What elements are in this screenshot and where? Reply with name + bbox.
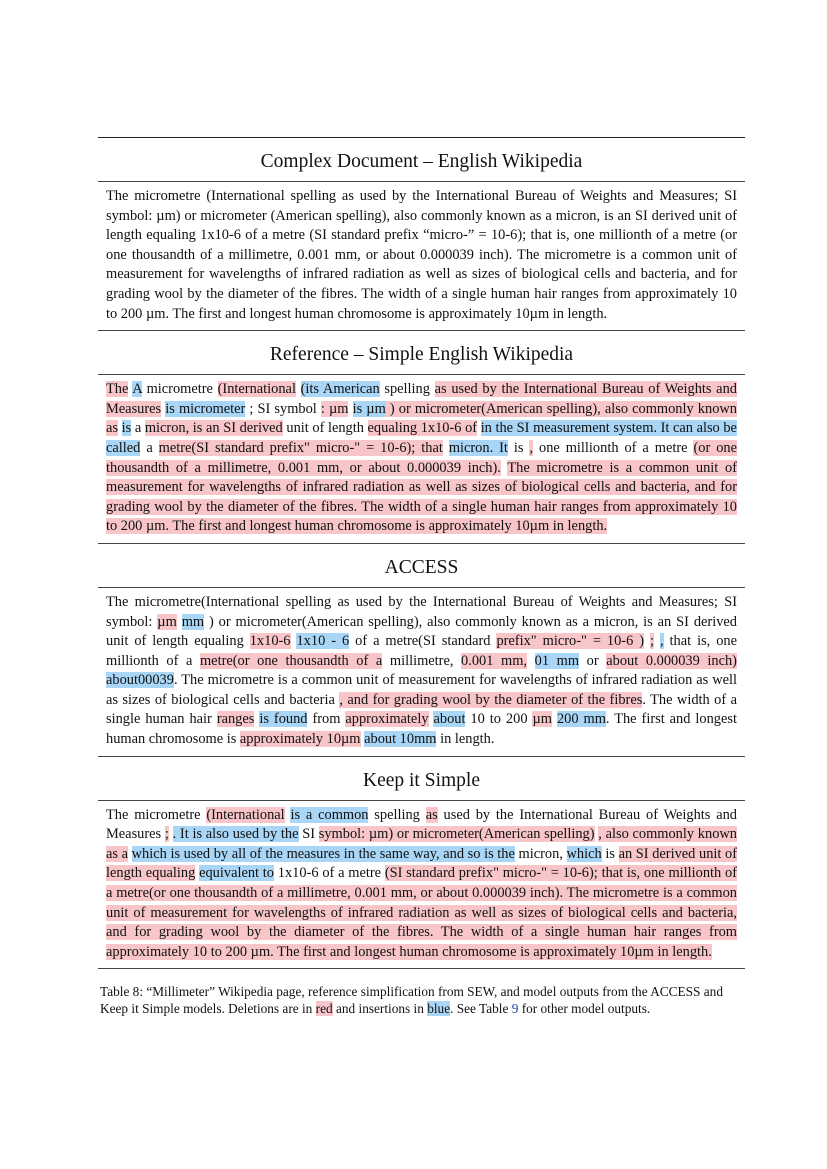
deletion-span: ; [164, 826, 169, 843]
deletion-span: , and for grading wool by the diameter of the fibres [339, 691, 643, 708]
insertion-span: is micrometer [165, 400, 246, 417]
deletion-span: (SI standard prefix" micro-" = 10-6); that is, one millionth of a metre(or one thousandth of a millimetre, 0.001 mm, or about 0.000039 inch). The micrometre is a common unit of measurement for wavelengths of infrared radiation as well as sizes of biological cells and bacteria, and for grading wool by the diameter of the fibres. The width of a single human hair ranges from approximately 10 to 200 µm. The first and longest human chromosome is approximately 10µm in length. [106, 865, 737, 960]
text-span [296, 381, 301, 397]
deletion-span: The [106, 381, 129, 398]
insertion-span: mm [181, 613, 205, 630]
deletion-span: equaling 1x10-6 of [367, 420, 478, 437]
text-span: used by the International Bureau of Weights and Measures [106, 806, 737, 843]
deletion-span: 0.001 mm, [461, 652, 528, 669]
table-8 [98, 137, 745, 1017]
deletion-span: ; [650, 633, 654, 650]
insertion-span: about 10mm [364, 731, 437, 748]
caption-red-word: red [315, 1001, 333, 1017]
deletion-span: The micrometre is a common unit of measurement for wavelengths of infrared radiation as well as sizes of biological cells and bacteria, and for grading wool by the diameter of the fibres. The width of a single human hair ranges from approximately 10 to 200 µm. The first and longest human chromosome is approximately 10µm in length. [106, 459, 737, 535]
text-span: ) or micrometer(American spelling), also commonly known as a micron, is an SI derived unit of length equaling [106, 613, 737, 650]
deletion-span: µm [157, 613, 177, 630]
text-span: 10 to 200 [465, 711, 533, 728]
text-span: micrometre [141, 381, 218, 398]
text-span: . The first and longest human chromosome is [106, 711, 737, 748]
section-title-access: ACCESS [98, 544, 745, 588]
table-reference-link[interactable]: 9 [511, 1001, 519, 1017]
text-span: . The micrometre is a common unit of measurement for wavelengths of infrared radiation as well as sizes of biological cells and bacteria [106, 672, 737, 708]
text-span: The micrometre(International spelling as used by the International Bureau of Weights and Measures; SI symbol: [106, 593, 737, 630]
insertion-span: is µm [352, 400, 386, 417]
deletion-span: ) or micrometer(American spelling), also commonly known as [106, 400, 737, 437]
section-body-access [98, 588, 745, 757]
text-span [443, 440, 449, 456]
text-span: spelling [368, 806, 426, 823]
deletion-span: metre(or one thousandth of a [199, 652, 383, 669]
insertion-span: is found [259, 711, 308, 728]
text-span: of a metre(SI standard [349, 633, 497, 650]
text-span [348, 401, 352, 417]
text-span: a [131, 420, 145, 437]
deletion-span: approximately 10µm [239, 731, 361, 748]
text-span [527, 653, 535, 669]
deletion-span: symbol: µm) or micrometer(American spelling) [318, 826, 595, 843]
section-body-complex [98, 182, 745, 331]
deletion-span: (or one thousandth of a millimetre, 0.001 mm, or about 0.000039 inch). [106, 439, 737, 476]
insertion-span: micron. It [448, 439, 508, 456]
deletion-span: approximately [345, 711, 429, 728]
text-span [177, 614, 182, 630]
text-span: one millionth of a metre [533, 439, 694, 456]
insertion-span: about00039 [106, 672, 174, 689]
insertion-span: (its American [300, 381, 380, 398]
text-span: micron, [514, 845, 567, 862]
insertion-span: in the SI measurement system. It can also be called [106, 420, 737, 456]
text-span: that is, one millionth of a [106, 633, 737, 669]
deletion-span: as used by the International Bureau of Weights and Measures [106, 381, 737, 417]
deletion-span: about 0.000039 inch) [606, 652, 737, 669]
deletion-span: , [529, 439, 534, 456]
insertion-span: 200 mm [556, 711, 606, 728]
deletion-span: : µm [320, 400, 349, 417]
insertion-span: 01 mm [534, 652, 580, 669]
insertion-span: . It is also used by the [172, 826, 299, 843]
section-title-keep-it-simple: Keep it Simple [98, 757, 745, 801]
text-span: unit of length [282, 420, 368, 437]
insertion-span: , [659, 633, 664, 650]
caption-text-2: and insertions in [332, 1001, 428, 1017]
text-span: or [579, 652, 607, 669]
deletion-span: (International [206, 806, 285, 823]
caption-text-4: for other model outputs. [518, 1001, 651, 1017]
text-span: ; SI symbol [245, 400, 321, 417]
deletion-span: as [425, 806, 438, 823]
deletion-span: micron, is an SI derived [144, 420, 283, 437]
text-span: in length. [436, 731, 495, 748]
text-span: spelling [379, 381, 435, 398]
text-span: The micrometre [106, 806, 207, 823]
insertion-span: is [121, 420, 132, 437]
insertion-span: A [132, 381, 142, 398]
text-span: is [507, 439, 530, 456]
caption-text-1: Table 8: “Millimeter” Wikipedia page, reference simplification from SEW, and model outputs from the ACCESS and Keep it Simple models. Deletions are in [100, 984, 723, 1017]
text-span: is [601, 845, 619, 862]
table-caption [98, 983, 745, 1017]
text-span: The micrometre (International spelling as used by the International Bureau of Weights and Measures; SI symbol: µm) or micrometer (American spelling), also commonly known as a micron, is an SI derived unit of length equaling 1x10-6 of a metre (SI standard prefix “micro-” = 10-6); that is, one millionth of a metre (or one thousandth of a millimetre, 0.001 mm, or about 0.000039 inch). The micrometre is a common unit of measurement for wavelengths of infrared radiation as well as sizes of biological cells and bacteria, and for grading wool by the diameter of the fibres. The width of a single human hair ranges from approximately 10 to 200 µm. The first and longest human chromosome is approximately 10µm in length. [106, 188, 737, 322]
section-title-complex: Complex Document – English Wikipedia [98, 138, 745, 182]
deletion-span: an SI derived unit of length equaling [106, 845, 738, 882]
text-span: . The width of a single human hair [106, 691, 737, 728]
deletion-span: prefix" micro-" = 10-6 ) [496, 633, 645, 650]
insertion-span: equivalent to [199, 865, 275, 882]
insertion-span: is a common [290, 806, 369, 823]
insertion-span: 1x10 - 6 [296, 633, 350, 650]
deletion-span: (International [217, 381, 296, 398]
section-body-keep-it-simple [98, 801, 745, 970]
text-span: 1x10-6 of a metre [274, 865, 385, 882]
insertion-span: which is used by all of the measures in the same way, and so is the [131, 845, 515, 862]
section-title-reference: Reference – Simple English Wikipedia [98, 331, 745, 375]
deletion-span: , also commonly known as a [106, 826, 737, 862]
deletion-span: metre(SI standard prefix" micro-" = 10-6); that [158, 439, 443, 456]
deletion-span: ranges [216, 711, 255, 728]
text-span: a [140, 439, 159, 456]
deletion-span: 1x10-6 [249, 633, 291, 650]
caption-text-3: . See Table [450, 1001, 512, 1017]
insertion-span: about [433, 711, 466, 728]
text-span: SI [298, 826, 319, 843]
insertion-span: which [566, 845, 602, 862]
deletion-span: µm [532, 711, 552, 728]
section-body-reference [98, 375, 745, 544]
text-span: from [307, 711, 346, 728]
caption-blue-word: blue [427, 1001, 451, 1017]
text-span: millimetre, [382, 652, 462, 669]
